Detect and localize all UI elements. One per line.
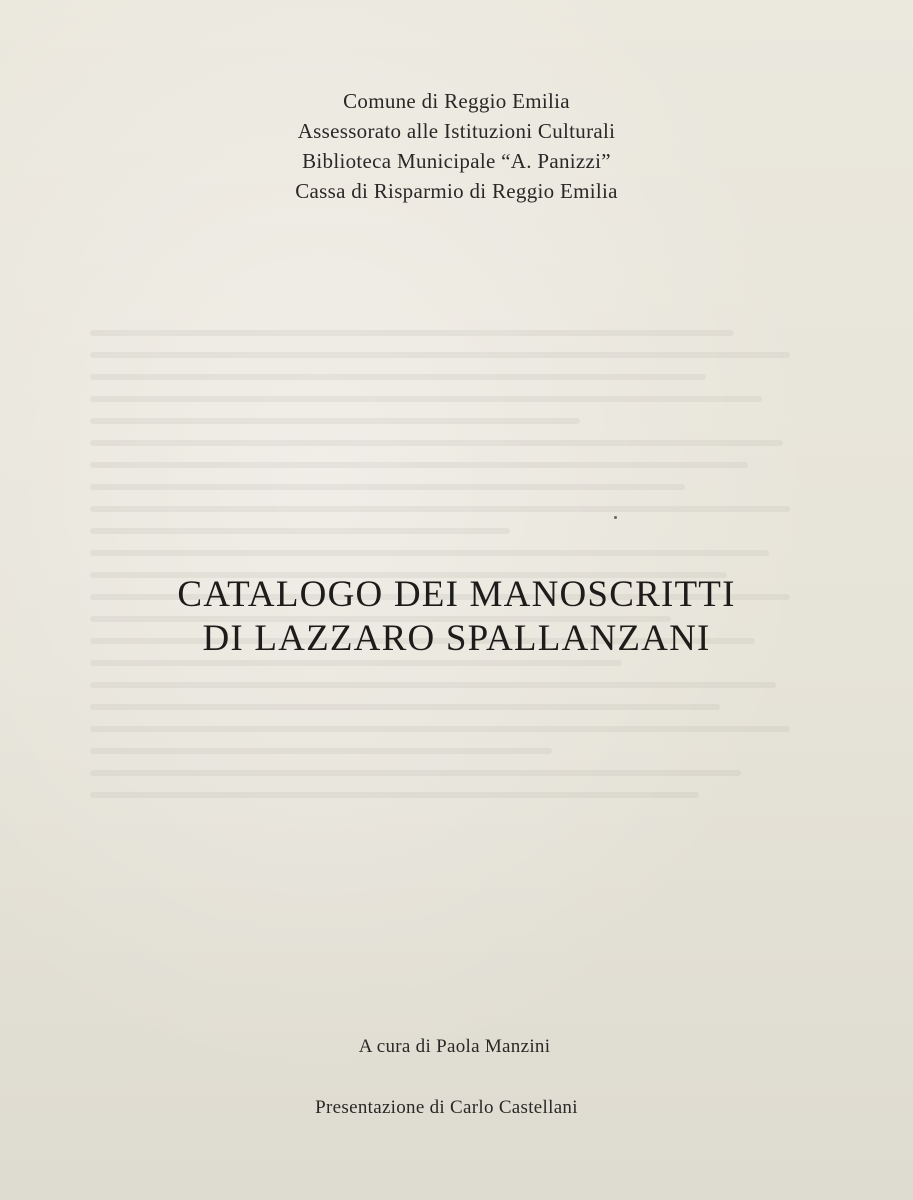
title-line-2: DI LAZZARO SPALLANZANI	[202, 618, 711, 659]
header-line-department: Assessorato alle Istituzioni Culturali	[297, 119, 616, 143]
book-title	[0, 573, 913, 661]
curator-credit: A cura di Paola Manzini	[358, 1036, 551, 1057]
title-line-1: CATALOGO DEI MANOSCRITTI	[177, 574, 736, 615]
header-line-bank: Cassa di Risparmio di Reggio Emilia	[295, 179, 618, 203]
header-line-municipality: Comune di Reggio Emilia	[343, 89, 570, 113]
paper-speck	[614, 516, 617, 519]
presentation-credit: Presentazione di Carlo Castellani	[315, 1097, 578, 1118]
header-line-library: Biblioteca Municipale “A. Panizzi”	[302, 149, 611, 173]
institution-header	[0, 86, 913, 206]
